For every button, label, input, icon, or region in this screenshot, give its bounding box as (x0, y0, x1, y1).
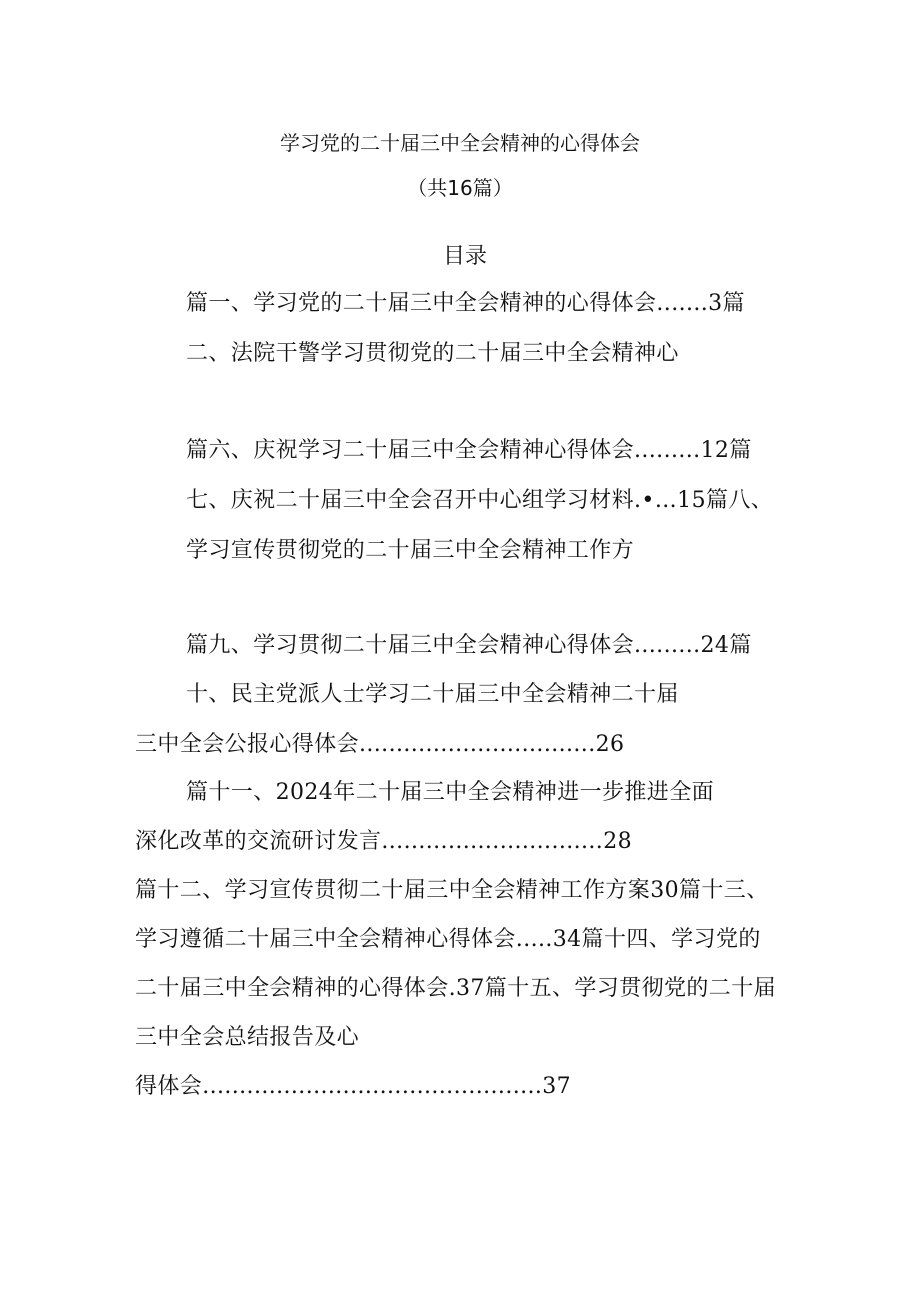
toc-line: 深化改革的交流研讨发言..............................28 (135, 829, 632, 854)
toc-line: 学习宣传贯彻党的二十届三中全会精神工作方 (186, 538, 635, 563)
toc-line: 篇六、庆祝学习二十届三中全会精神心得体会.........12篇 (186, 438, 752, 463)
toc-line: 篇十一、2024年二十届三中全会精神进一步推进全面 (186, 780, 714, 805)
document-subtitle: （共16篇） (407, 176, 513, 200)
document-title: 学习党的二十届三中全会精神的心得体会 (280, 131, 640, 155)
toc-line: 篇十二、学习宣传贯彻二十届三中全会精神工作方案30篇十三、 (135, 878, 769, 903)
toc-line: 篇一、学习党的二十届三中全会精神的心得体会.......3篇 (186, 291, 745, 316)
toc-line: 十、民主党派人士学习二十届三中全会精神二十届 (186, 682, 679, 707)
toc-line: 七、庆祝二十届三中全会召开中心组学习材料.•…15篇八、 (186, 488, 774, 513)
toc-line: 篇九、学习贯彻二十届三中全会精神心得体会.........24篇 (186, 633, 752, 658)
toc-line: 三中全会总结报告及心 (135, 1025, 360, 1050)
toc-line: 二十届三中全会精神的心得体会.37篇十五、学习贯彻党的二十届 (135, 976, 776, 1001)
toc-line: 得体会..............................................37 (135, 1074, 572, 1099)
toc-line: 二、法院干警学习贯彻党的二十届三中全会精神心 (186, 341, 679, 366)
toc-heading: 目录 (442, 244, 487, 269)
toc-line: 学习遵循二十届三中全会精神心得体会.....34篇十四、学习党的 (135, 927, 761, 952)
toc-line: 三中全会公报心得体会................................26 (135, 732, 625, 757)
